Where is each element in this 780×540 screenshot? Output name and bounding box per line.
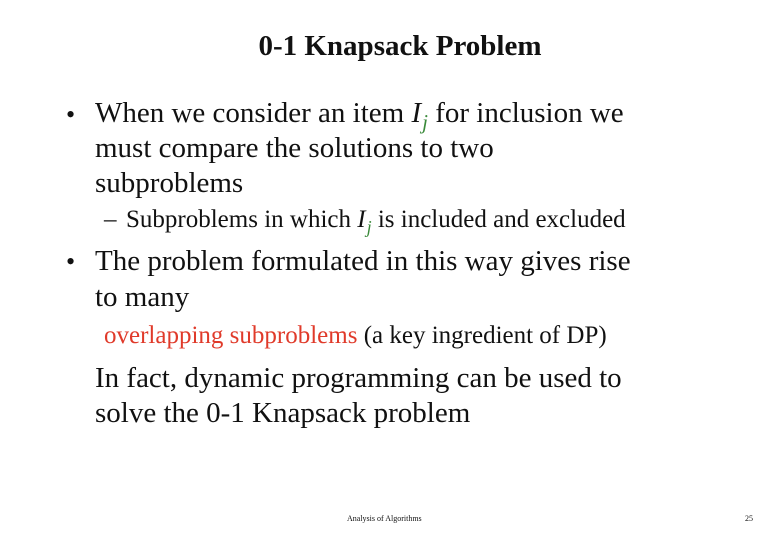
- dash-marker: –: [104, 206, 117, 233]
- page-title: 0-1 Knapsack Problem: [258, 30, 542, 62]
- footer-title: Analysis of Algorithms: [347, 514, 422, 523]
- overlapping-line: [104, 321, 607, 351]
- sub-item-variable-subscript: j: [366, 217, 372, 238]
- bullet1-line1: [95, 96, 624, 135]
- overlapping-subproblems-highlight: overlapping subproblems: [104, 322, 358, 349]
- page-number: 25: [745, 514, 753, 523]
- item-variable: I: [411, 97, 422, 129]
- sub-bullet-line: [126, 205, 626, 236]
- sub-bullet-text-after: is included and excluded: [371, 206, 626, 233]
- continuation-line2: solve the 0-1 Knapsack problem: [95, 397, 471, 429]
- item-variable-subscript: j: [422, 110, 428, 135]
- bullet1-line2: must compare the solutions to two: [95, 132, 494, 164]
- overlapping-line-rest: (a key ingredient of DP): [357, 322, 607, 349]
- bullet1-line3: subproblems: [95, 167, 244, 199]
- bullet-marker: •: [66, 100, 76, 129]
- bullet1-text-before: When we consider an item: [95, 97, 412, 129]
- continuation-line1: In fact, dynamic programming can be used to: [95, 362, 622, 394]
- bullet2-line1: The problem formulated in this way gives rise: [95, 245, 631, 277]
- bullet-marker: •: [66, 247, 76, 276]
- sub-item-variable: I: [357, 206, 366, 233]
- bullet2-line2: to many: [95, 281, 190, 313]
- bullet1-text-after: for inclusion we: [427, 97, 624, 129]
- sub-bullet-text-before: Subproblems in which: [126, 206, 358, 233]
